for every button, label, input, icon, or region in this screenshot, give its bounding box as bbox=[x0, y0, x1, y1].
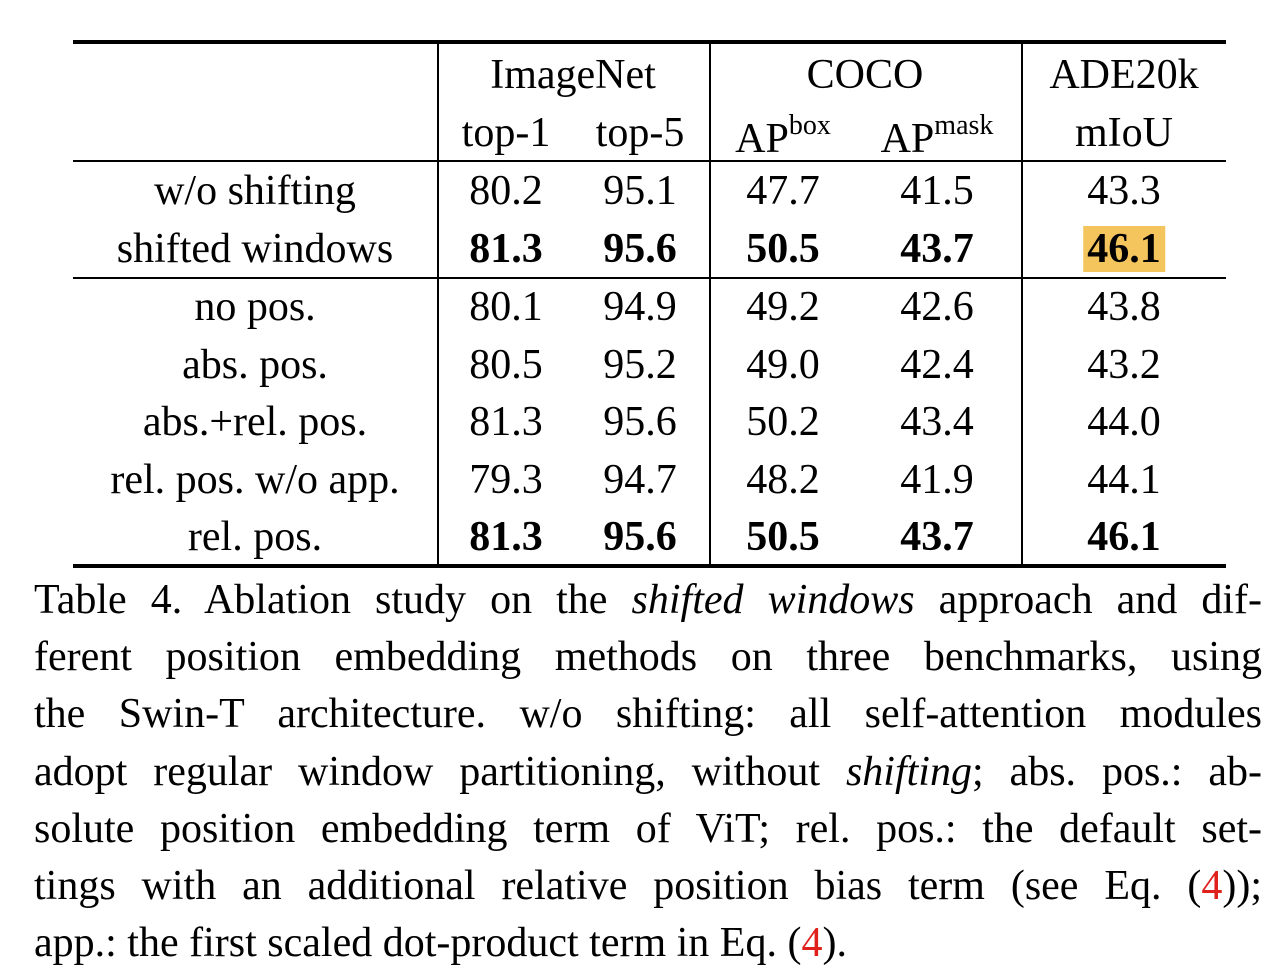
cell-value: 43.2 bbox=[1087, 341, 1161, 388]
cell-value: 43.3 bbox=[1087, 168, 1161, 214]
cell-value: 95.2 bbox=[603, 341, 677, 388]
cell-value: 94.7 bbox=[603, 456, 677, 503]
cell-value: 49.2 bbox=[746, 284, 820, 330]
cell-ap-mask bbox=[900, 341, 974, 388]
caption-line: ferent position embedding methods on three benchmarks, using bbox=[34, 634, 1262, 681]
top-rule bbox=[73, 40, 1226, 44]
header-rule bbox=[73, 160, 1226, 162]
cell-value: 41.5 bbox=[900, 168, 974, 214]
cell-miou bbox=[1083, 225, 1165, 272]
cell-top1 bbox=[469, 170, 543, 212]
cell-value: 44.0 bbox=[1087, 399, 1161, 445]
cell-top1 bbox=[469, 456, 543, 503]
cell-top5 bbox=[603, 456, 677, 503]
cell-ap-box bbox=[746, 341, 820, 388]
col-divider-label bbox=[437, 40, 439, 568]
cell-value: 50.5 bbox=[746, 225, 820, 272]
header-imagenet: ImageNet bbox=[490, 52, 656, 98]
cell-value: 50.5 bbox=[746, 514, 820, 560]
caption-line: Table 4. Ablation study on the shifted windows approach and dif- bbox=[34, 577, 1262, 623]
row-label: no pos. bbox=[194, 284, 316, 330]
results-table bbox=[73, 40, 1226, 570]
subheader-top1: top-1 bbox=[461, 110, 551, 156]
subheader-ap-box: $AP^{box}$ bbox=[735, 110, 831, 162]
header-coco: COCO bbox=[806, 52, 924, 98]
cell-value: 81.3 bbox=[469, 514, 543, 560]
cell-value: 43.4 bbox=[900, 399, 974, 445]
cell-value: 44.1 bbox=[1087, 456, 1161, 503]
cell-value: 81.3 bbox=[469, 399, 543, 445]
cell-value: 49.0 bbox=[746, 341, 820, 388]
caption-line: the Swin-T architecture. w/o shifting: all self-attention modules bbox=[34, 691, 1262, 738]
cell-miou bbox=[1087, 401, 1161, 443]
col-divider-coco bbox=[1021, 40, 1023, 568]
cell-top1 bbox=[469, 341, 543, 388]
cell-top1 bbox=[469, 516, 543, 558]
cell-ap-box bbox=[746, 225, 820, 272]
cell-top5 bbox=[603, 225, 677, 272]
cell-value: 46.1 bbox=[1087, 514, 1161, 560]
cell-ap-mask bbox=[900, 225, 974, 272]
cell-ap-mask bbox=[900, 401, 974, 443]
caption-line: adopt regular window partitioning, without shifting; abs. pos.: ab- bbox=[34, 748, 1262, 795]
equation-ref-link[interactable]: 4 bbox=[801, 920, 823, 967]
cell-ap-box bbox=[746, 516, 820, 558]
cell-value: 48.2 bbox=[746, 456, 820, 503]
cell-value: 43.7 bbox=[900, 514, 974, 560]
cell-miou bbox=[1087, 516, 1161, 558]
subheader-ap-mask: $AP^{mask}$ bbox=[880, 110, 994, 162]
caption-line: app.: the first scaled dot-product term in Eq. (4). bbox=[34, 920, 847, 967]
col-divider-imagenet bbox=[709, 40, 711, 568]
cell-miou bbox=[1087, 170, 1161, 212]
cell-value: 95.1 bbox=[603, 168, 677, 214]
cell-top5 bbox=[603, 401, 677, 443]
cell-miou bbox=[1087, 341, 1161, 388]
cell-value: 95.6 bbox=[603, 514, 677, 560]
row-label: rel. pos. w/o app. bbox=[110, 456, 400, 503]
row-label: abs.+rel. pos. bbox=[142, 399, 368, 445]
cell-top1 bbox=[469, 225, 543, 272]
cell-value: 81.3 bbox=[469, 225, 543, 272]
cell-ap-box bbox=[746, 286, 820, 328]
subheader-miou: mIoU bbox=[1075, 110, 1173, 156]
subheader-top5: top-5 bbox=[595, 110, 685, 156]
cell-ap-box bbox=[746, 170, 820, 212]
row-label: w/o shifting bbox=[154, 168, 356, 214]
cell-top1 bbox=[469, 286, 543, 328]
cell-value: 43.8 bbox=[1087, 284, 1161, 330]
cell-value: 95.6 bbox=[603, 399, 677, 445]
cell-ap-mask bbox=[900, 456, 974, 503]
cell-value: 41.9 bbox=[900, 456, 974, 503]
highlighted-value: 46.1 bbox=[1083, 226, 1165, 272]
cell-ap-box bbox=[746, 456, 820, 503]
cell-value: 94.9 bbox=[603, 284, 677, 330]
bottom-rule bbox=[73, 564, 1226, 568]
cell-value: 42.4 bbox=[900, 341, 974, 388]
cell-ap-mask bbox=[900, 286, 974, 328]
mid-rule bbox=[73, 277, 1226, 279]
cell-top5 bbox=[603, 516, 677, 558]
cell-top1 bbox=[469, 401, 543, 443]
cell-value: 80.1 bbox=[469, 284, 543, 330]
cell-top5 bbox=[603, 286, 677, 328]
row-label: shifted windows bbox=[116, 225, 394, 272]
cell-ap-mask bbox=[900, 516, 974, 558]
cell-top5 bbox=[603, 341, 677, 388]
row-label: abs. pos. bbox=[182, 341, 328, 388]
cell-value: 42.6 bbox=[900, 284, 974, 330]
cell-value: 50.2 bbox=[746, 399, 820, 445]
table-caption bbox=[34, 572, 1262, 972]
cell-value: 95.6 bbox=[603, 225, 677, 272]
row-label: rel. pos. bbox=[187, 514, 323, 560]
cell-value: 47.7 bbox=[746, 168, 820, 214]
header-ade20k: ADE20k bbox=[1049, 52, 1199, 98]
cell-value: 80.5 bbox=[469, 341, 543, 388]
caption-line: solute position embedding term of ViT; rel. pos.: the default set- bbox=[34, 805, 1262, 852]
cell-ap-box bbox=[746, 401, 820, 443]
cell-value: 43.7 bbox=[900, 225, 974, 272]
cell-value: 79.3 bbox=[469, 456, 543, 503]
cell-ap-mask bbox=[900, 170, 974, 212]
cell-value: 80.2 bbox=[469, 168, 543, 214]
cell-top5 bbox=[603, 170, 677, 212]
caption-line: tings with an additional relative position bias term (see Eq. (4)); bbox=[34, 862, 1262, 909]
cell-miou bbox=[1087, 286, 1161, 328]
equation-ref-link[interactable]: 4 bbox=[1201, 862, 1223, 909]
cell-miou bbox=[1087, 456, 1161, 503]
